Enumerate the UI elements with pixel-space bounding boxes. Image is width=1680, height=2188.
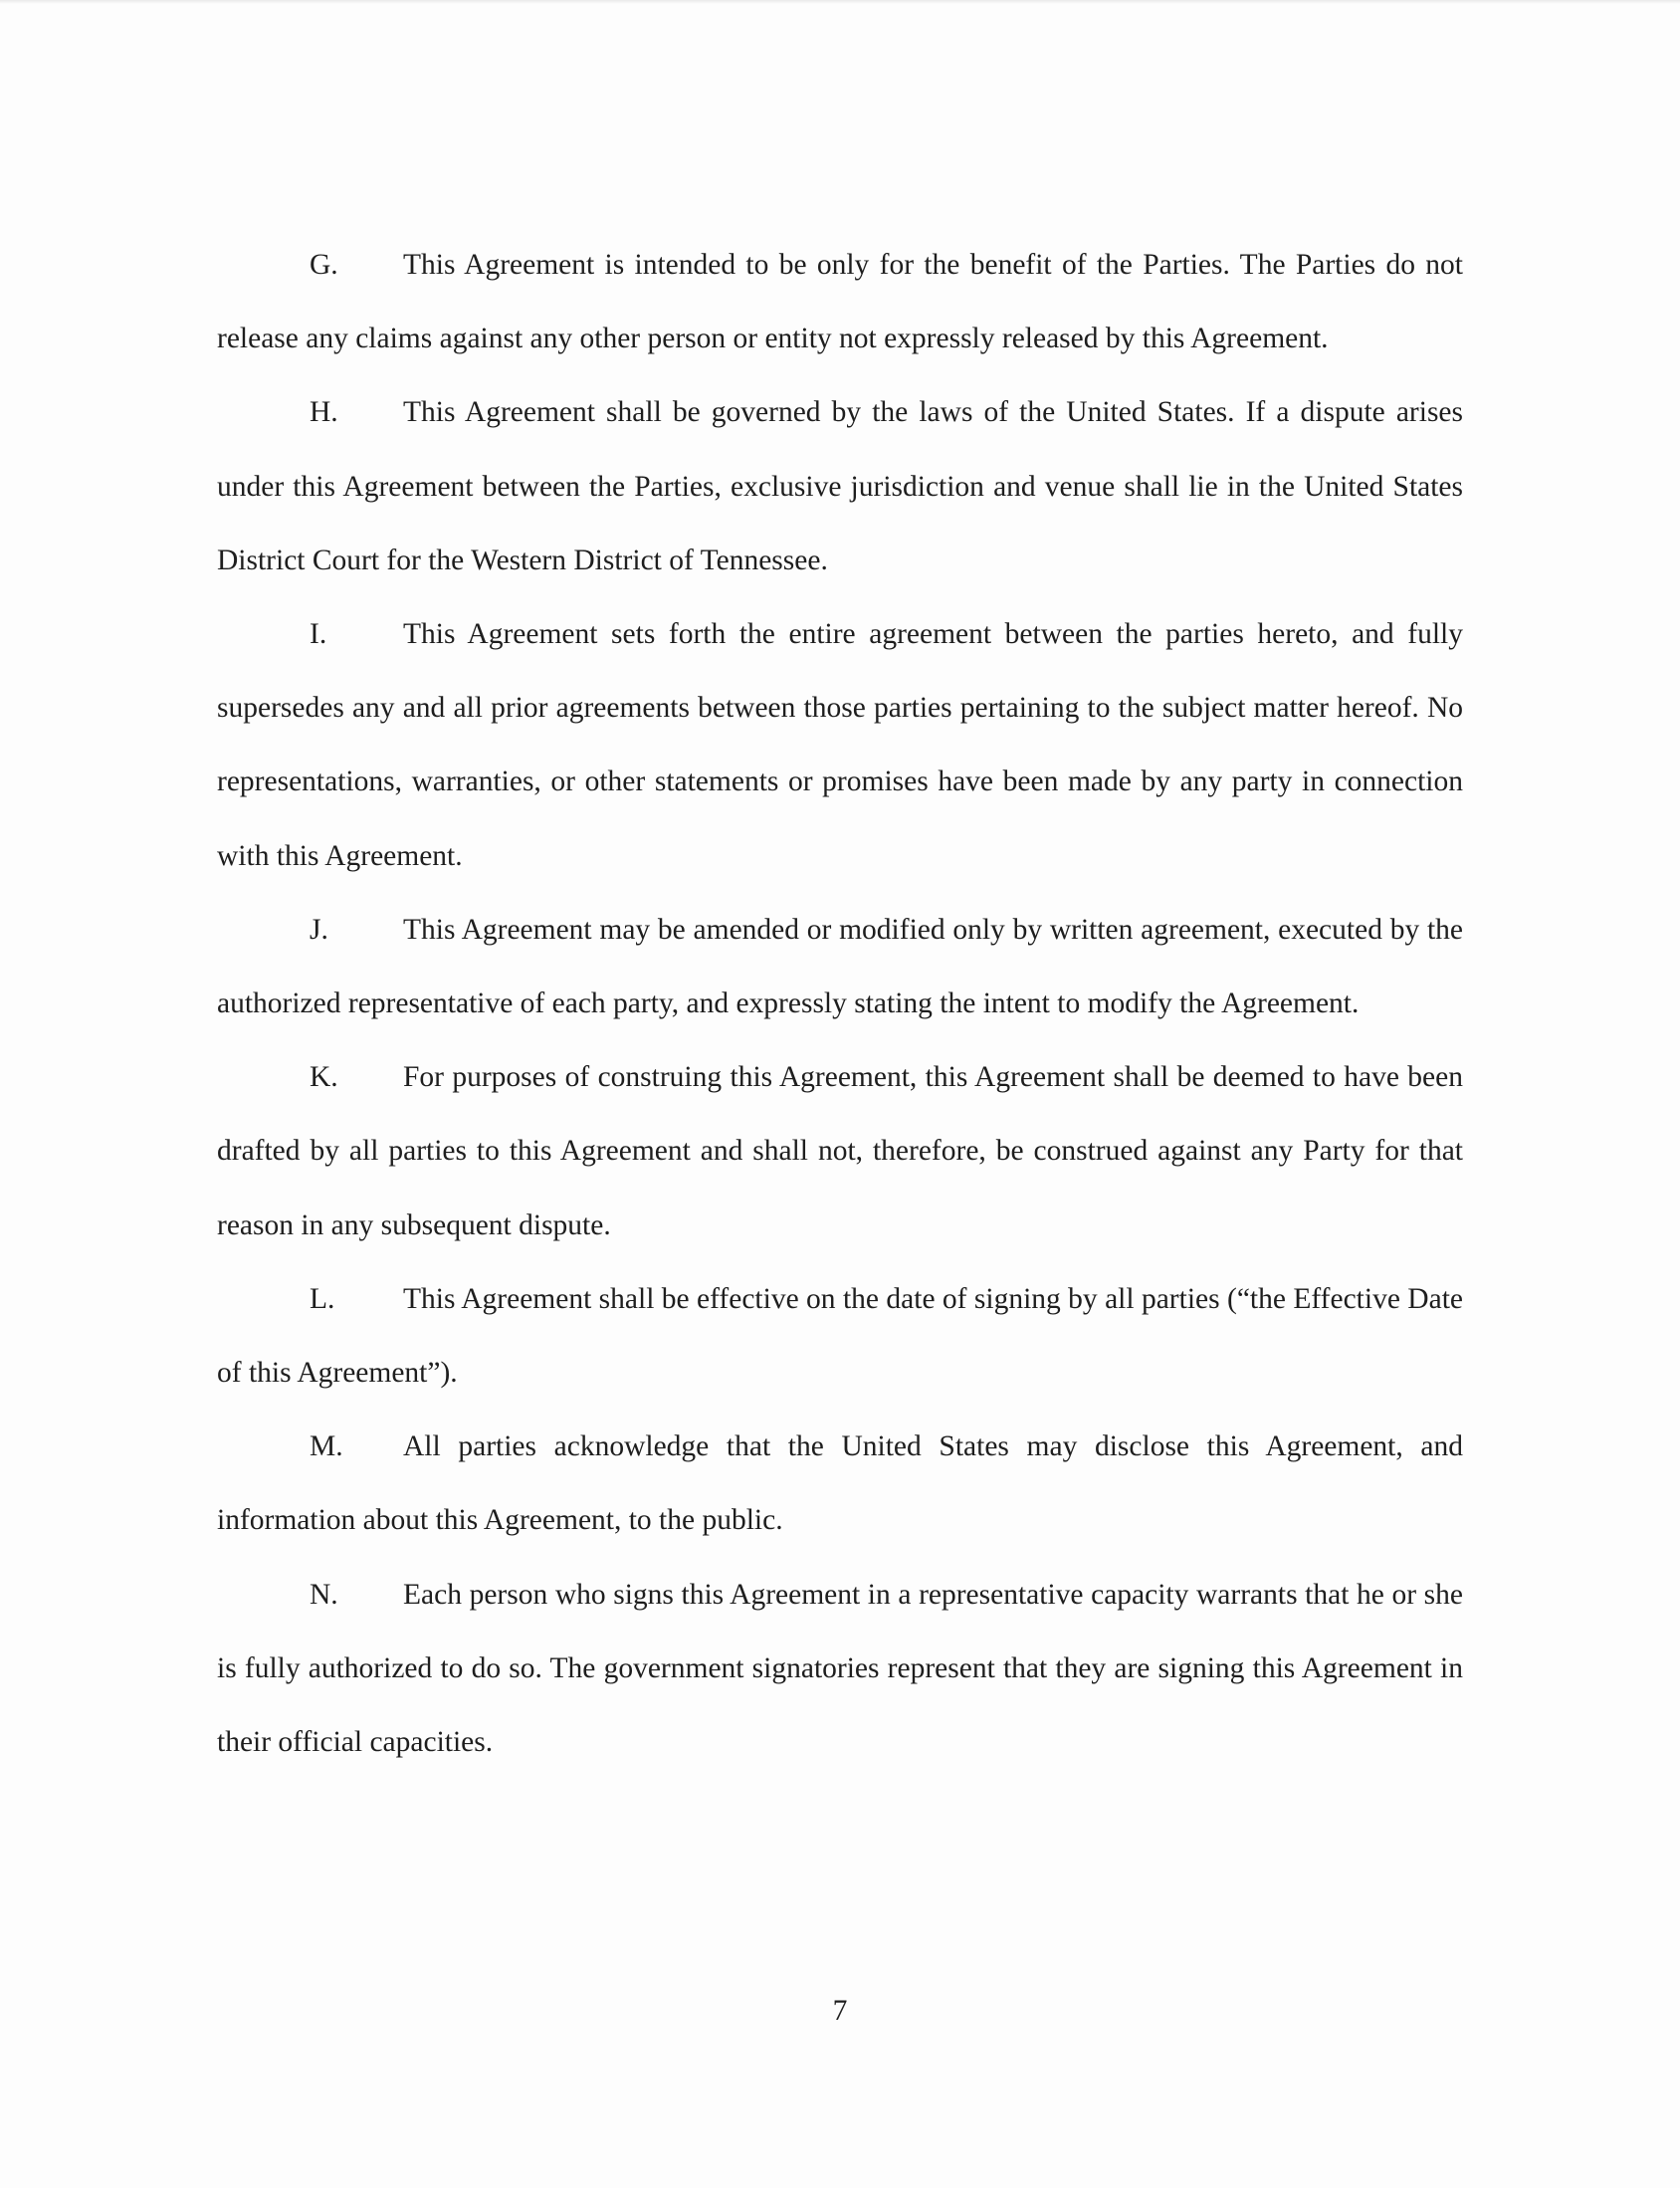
- page-number: 7: [832, 1995, 848, 2027]
- paragraph-label: G.: [310, 249, 338, 281]
- paragraph-j: [217, 893, 1463, 1040]
- paragraph-k: [217, 1040, 1463, 1262]
- paragraph-text: This Agreement is intended to be only for the benefit of the Parties. The Parties do not release any claims against any other person or entity not expressly released by this Agreement.: [217, 249, 1463, 355]
- paragraph-text: Each person who signs this Agreement in a representative capacity warrants that he or she is fully authorized to do so. The government signatories represent that they are signing this Agreement in their official capacities.: [217, 1578, 1463, 1759]
- paragraph-text: This Agreement shall be effective on the date of signing by all parties (“the Effective Date of this Agreement”).: [217, 1282, 1463, 1390]
- scan-edge-shadow: [0, 0, 1680, 4]
- paragraph-text: This Agreement shall be governed by the laws of the United States. If a dispute arises under this Agreement between the Parties, exclusive jurisdiction and venue shall lie in the United States District Court for the Western District of Tennessee.: [217, 396, 1463, 576]
- paragraph-label: J.: [310, 913, 328, 946]
- paragraph-text: All parties acknowledge that the United States may disclose this Agreement, and information about this Agreement, to the public.: [217, 1430, 1463, 1537]
- paragraph-label: K.: [310, 1061, 338, 1094]
- paragraph-text: This Agreement sets forth the entire agreement between the parties hereto, and fully supersedes any and all prior agreements between those parties pertaining to the subject matter hereof. No representations, warranties, or other statements or promises have been made by any party in connection with this Agreement.: [217, 618, 1463, 872]
- paragraph-label: H.: [310, 396, 338, 429]
- document-body: [217, 228, 1463, 1779]
- paragraph-text: This Agreement may be amended or modified only by written agreement, executed by the authorized representative of each party, and expressly stating the intent to modify the Agreement.: [217, 913, 1463, 1020]
- paragraph-label: L.: [310, 1282, 335, 1315]
- paragraph-m: [217, 1410, 1463, 1557]
- paragraph-i: [217, 597, 1463, 893]
- paragraph-n: [217, 1558, 1463, 1780]
- paragraph-label: I.: [310, 618, 327, 651]
- paragraph-g: [217, 228, 1463, 375]
- paragraph-label: N.: [310, 1578, 338, 1611]
- paragraph-h: [217, 375, 1463, 597]
- paragraph-label: M.: [310, 1430, 343, 1463]
- paragraph-l: [217, 1262, 1463, 1410]
- paragraph-text: For purposes of construing this Agreement, this Agreement shall be deemed to have been drafted by all parties to this Agreement and shall not, therefore, be construed against any Party for that reason in any subsequent dispute.: [217, 1061, 1463, 1241]
